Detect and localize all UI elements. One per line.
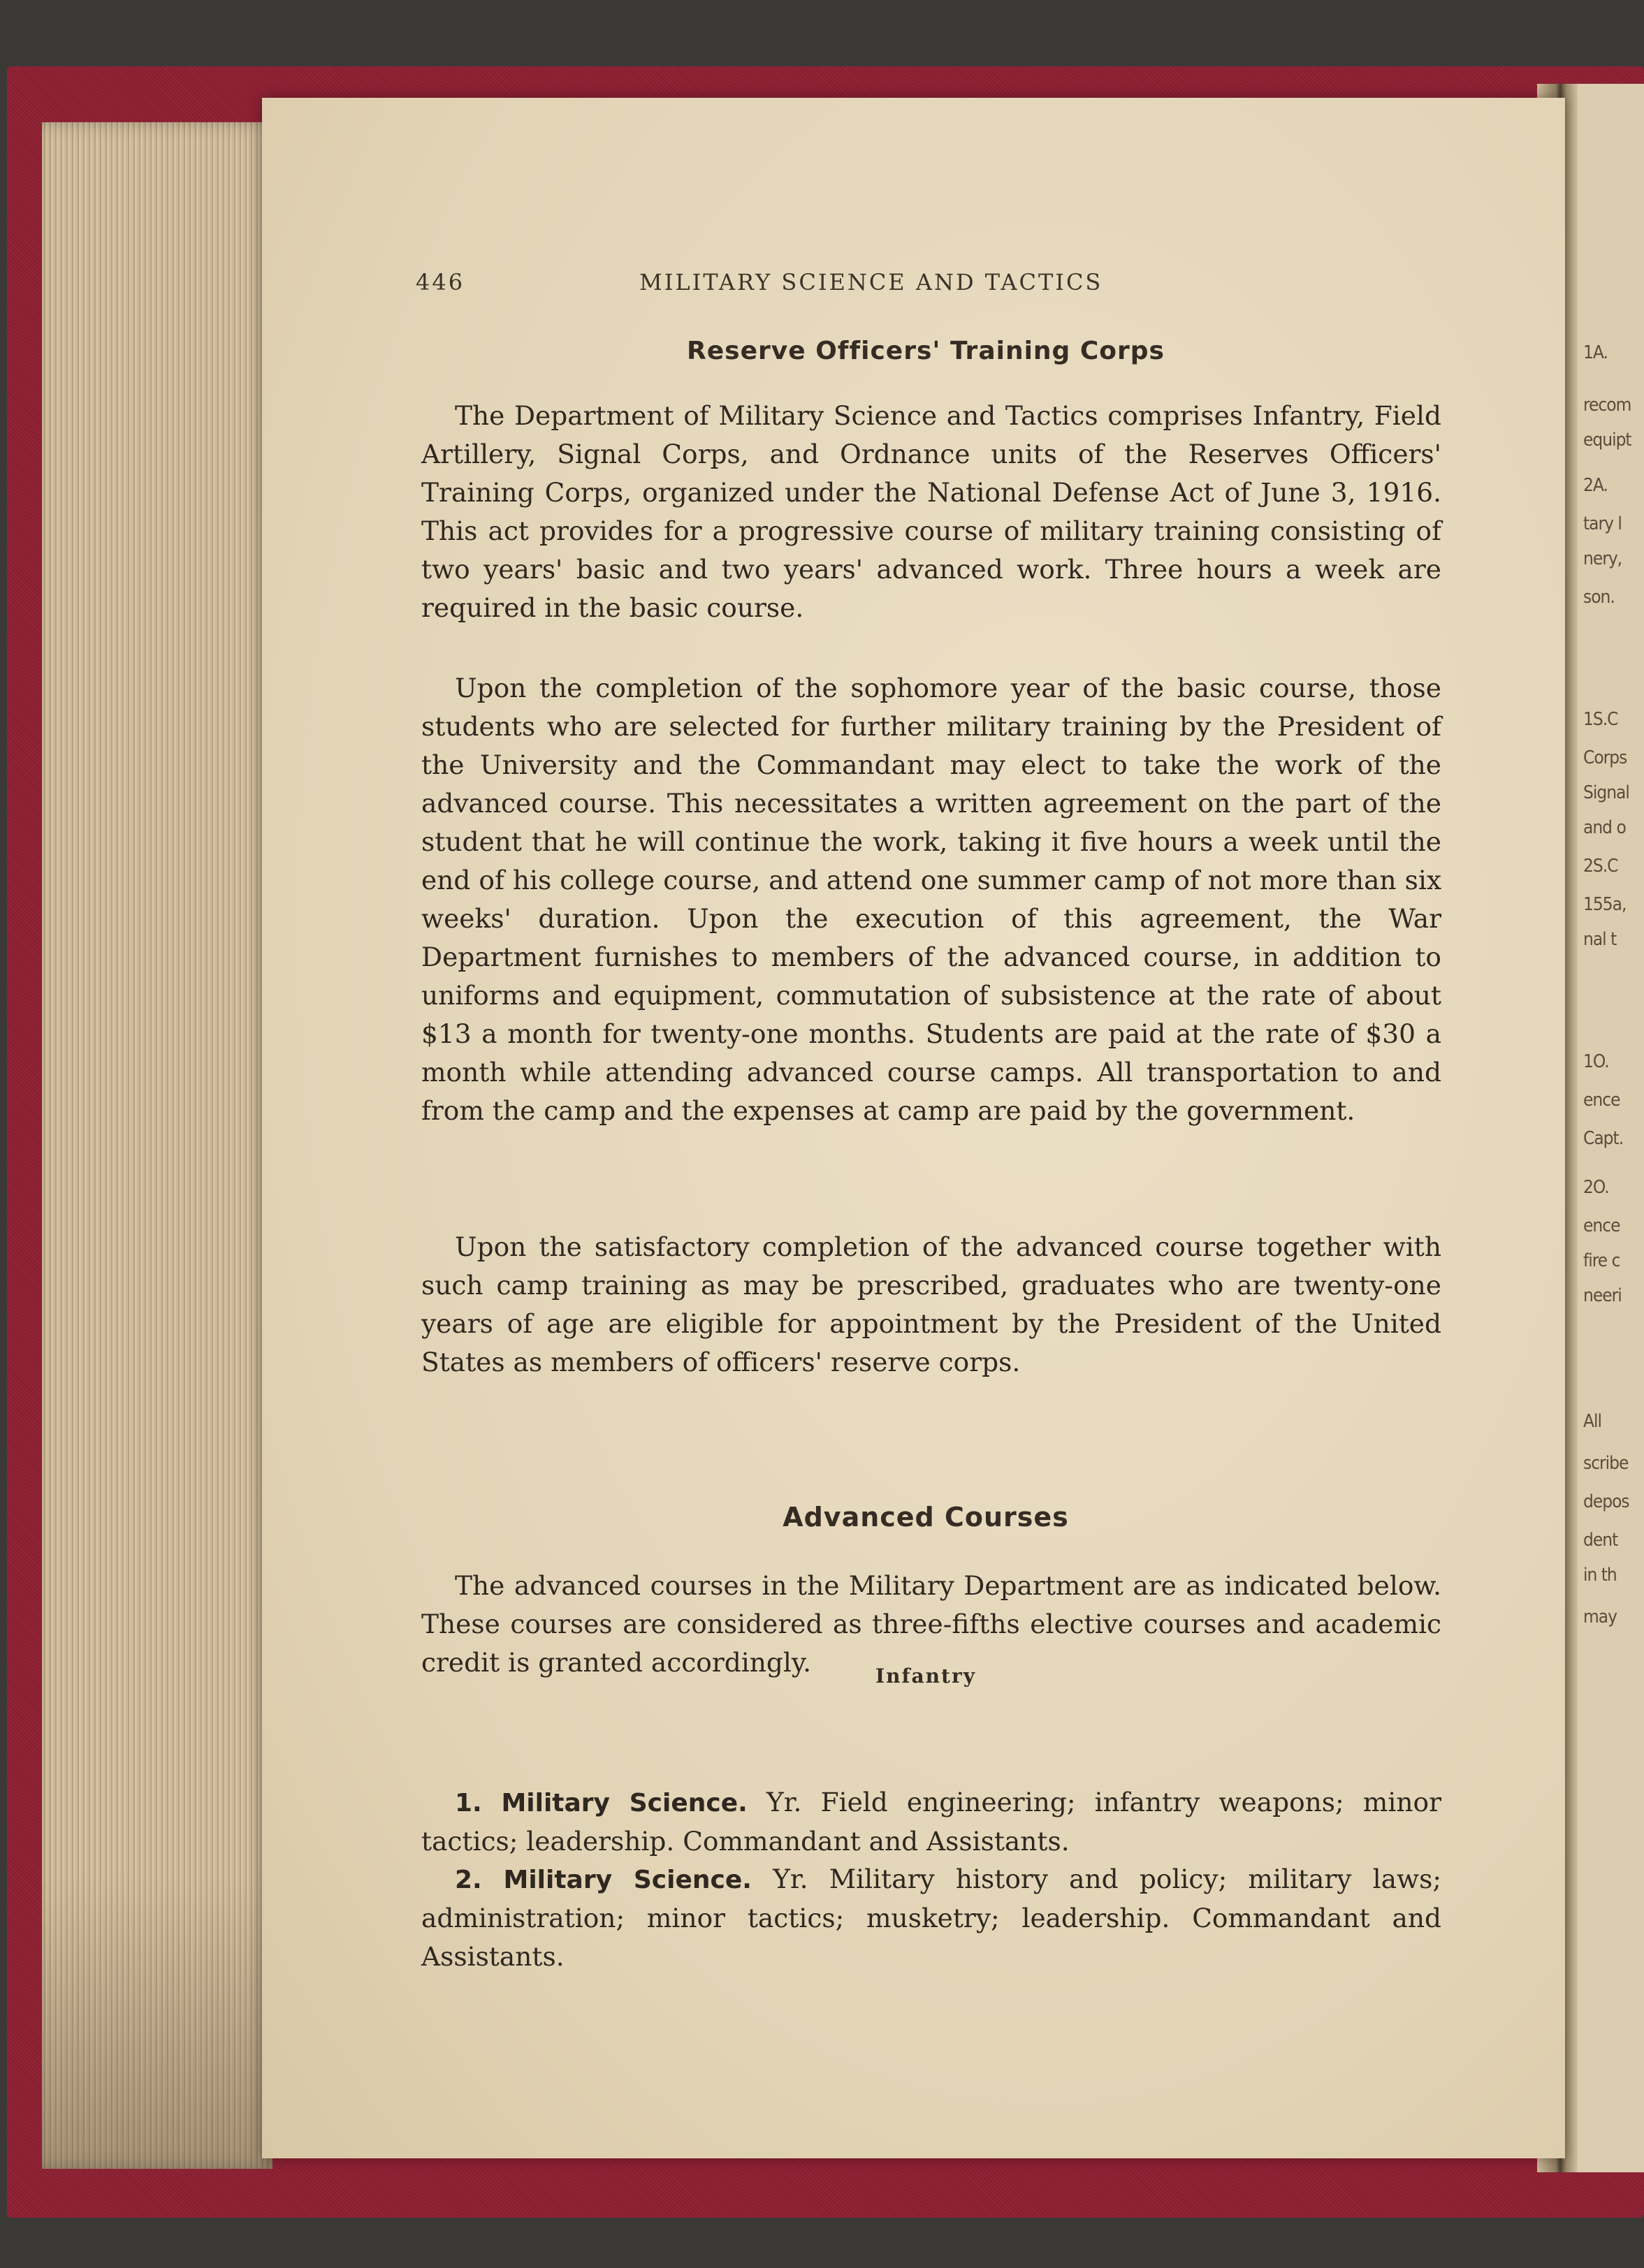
facing-page-fragment: nal t (1583, 929, 1617, 950)
facing-page-fragment: neeri (1583, 1285, 1622, 1306)
course-entry (421, 1860, 1441, 1976)
section-heading-rotc: Reserve Officers' Training Corps (687, 337, 1165, 365)
facing-page-fragment: ence (1583, 1215, 1620, 1236)
course-description: Yr. Field engineering; infantry weapons; minor tactics; leadership. Commandant and Assistants. (421, 1787, 1442, 1857)
facing-page-fragment: Signal (1583, 782, 1629, 803)
course-entry (421, 1783, 1441, 1861)
facing-page-fragment: Corps (1583, 747, 1627, 768)
facing-page-fragment: equipt (1583, 430, 1631, 451)
facing-page-fragment: 1S.C (1583, 709, 1618, 730)
facing-page-fragment: fire c (1583, 1250, 1620, 1271)
section-heading-advanced-courses: Advanced Courses (783, 1502, 1069, 1532)
facing-page-fragment: and o (1583, 817, 1626, 838)
facing-page-fragment: 2A. (1583, 475, 1608, 496)
facing-page-fragment: Capt. (1583, 1128, 1624, 1149)
facing-page-fragment: may (1583, 1607, 1617, 1627)
facing-page-fragment: 1A. (1583, 342, 1608, 363)
running-title: MILITARY SCIENCE AND TACTICS (639, 269, 1103, 295)
subheading-infantry: Infantry (875, 1665, 976, 1688)
facing-page-fragment: nery, (1583, 548, 1622, 569)
facing-page-fragment: tary l (1583, 513, 1622, 534)
facing-page-fragment: ence (1583, 1090, 1620, 1111)
page-block-edges (42, 122, 272, 2169)
paragraph: The advanced courses in the Military Department are as indicated below. These courses are considered as three-fifths elective courses and academic credit is granted accordingly. (421, 1570, 1441, 1678)
facing-page-fragment: 2S.C (1583, 856, 1618, 877)
facing-page-fragment: recom (1583, 395, 1631, 416)
facing-page-fragment: dent (1583, 1530, 1618, 1551)
facing-page-fragment: in th (1583, 1565, 1617, 1586)
facing-page-fragment: 155a, (1583, 894, 1627, 915)
course-title: 1. Military Science. (455, 1789, 748, 1817)
page-number: 446 (416, 269, 465, 295)
paragraph: The Department of Military Science and Tactics comprises Infantry, Field Artillery, Signal Corps, and Ordnance units of the Reserves Officers' Training Corps, organized under the National Defense Act of June 3, 1916. This act provides for a progressive course of military training consisting of two years' basic and two years' advanced work. Three hours a week are required in the basic course. (421, 400, 1441, 623)
paragraph: Upon the satisfactory completion of the advanced course together with such camp training as may be prescribed, graduates who are twenty-one years of age are eligible for appointment by the President of the United States as members of officers' reserve corps. (421, 1231, 1441, 1377)
facing-page-fragment: 2O. (1583, 1177, 1609, 1198)
facing-page-fragment: son. (1583, 587, 1615, 608)
paragraph: Upon the completion of the sophomore year of the basic course, those students who are selected for further military training by the President of the University and the Commandant may elect to take the work of the advanced course. This necessitates a written agreement on the part of the student that he will continue the work, taking it five hours a week until the end of his college course, and attend one summer camp of not more than six weeks' duration. Upon the execution of this agreement, the War Department furnishes to members of the advanced course, in addition to uniforms and equipment, commutation of subsistence at the rate of about $13 a month for twenty-one months. Students are paid at the rate of $30 a month while attending advanced course camps. All transportation to and from the camp and the expenses at camp are paid by the government. (421, 673, 1441, 1126)
facing-page-fragment: depos (1583, 1491, 1629, 1512)
facing-page-fragment: scribe (1583, 1453, 1629, 1474)
facing-page-fragment: All (1583, 1411, 1601, 1432)
facing-page (1578, 84, 1644, 2172)
course-title: 2. Military Science. (455, 1866, 752, 1894)
course-description: Yr. Military history and policy; military laws; administration; minor tactics; musketry; leadership. Commandant and Assistants. (421, 1864, 1441, 1972)
facing-page-fragment: 1O. (1583, 1051, 1609, 1072)
